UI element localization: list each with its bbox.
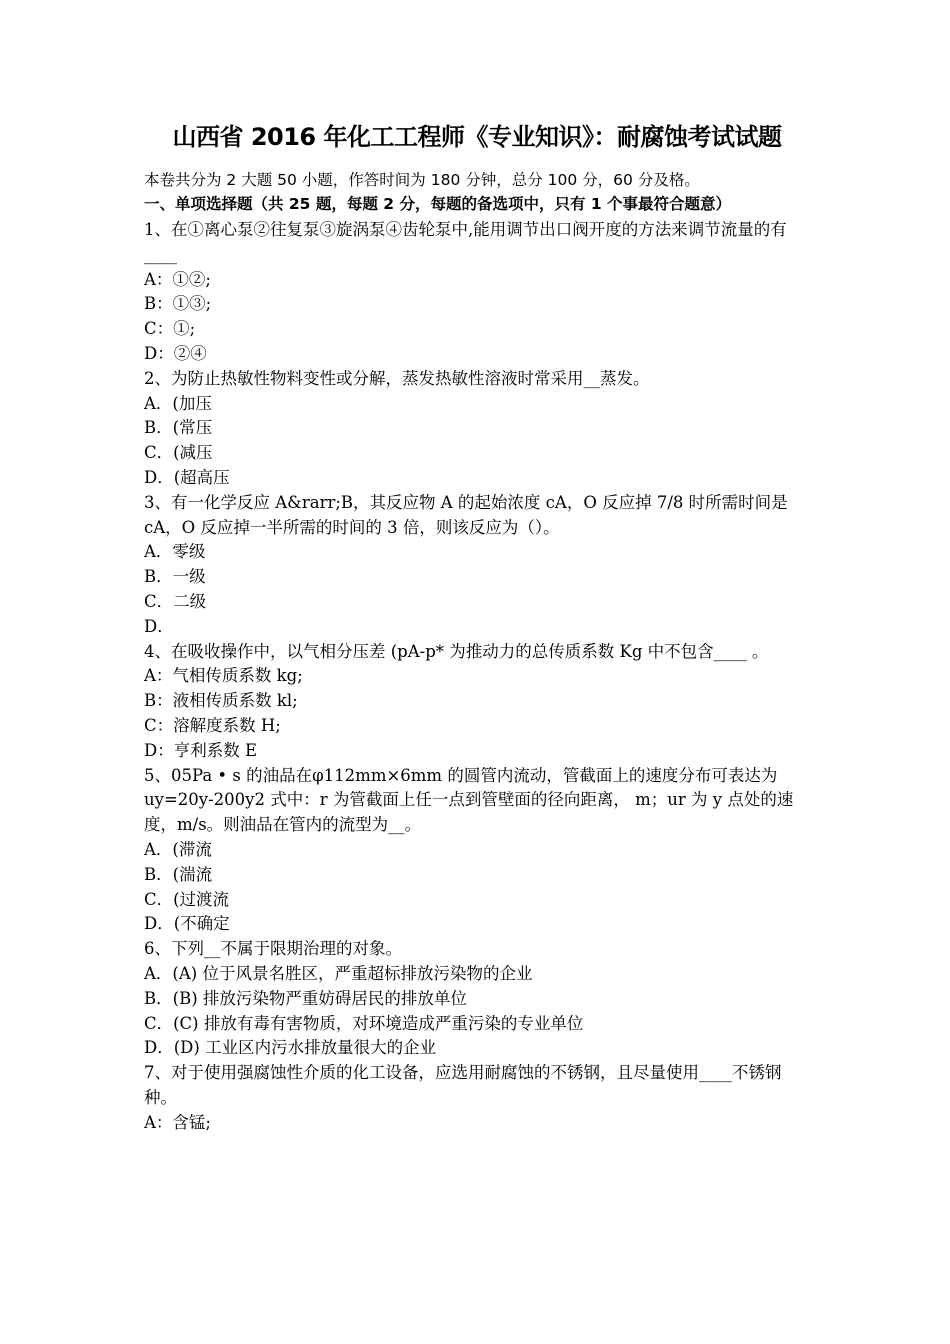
option-c: C：溶解度系数 H;: [144, 715, 281, 735]
question-text: 4、在吸收操作中，以气相分压差 (pA-p* 为推动力的总传质系数 Kg 中不包含____ 。: [144, 641, 769, 661]
option-a: A．零级: [144, 542, 206, 562]
question-block: [144, 640, 810, 764]
document-title: 山西省 2016 年化工工程师《专业知识》：耐腐蚀考试试题: [172, 123, 782, 151]
question-block: [144, 764, 810, 938]
option-a: A：①②;: [144, 269, 211, 289]
option-b: B：液相传质系数 kl;: [144, 691, 298, 711]
question-text: 5、05Pa • s 的油品在φ112mm×6mm 的圆管内流动，管截面上的速度分布可表达为 uy=20y-200y2 式中：r 为管截面上任一点到管壁面的径向距离， m；ur 为 y 点处的速度，m/s。则油品在管内的流型为__。: [144, 765, 794, 835]
question-block: [144, 491, 810, 640]
section-heading: 一、单项选择题（共 25 题，每题 2 分，每题的备选项中，只有 1 个事最符合题意）: [144, 195, 732, 213]
option-c: C．(C) 排放有毒有害物质，对环境造成严重污染的专业单位: [144, 1013, 584, 1033]
option-d: D．: [144, 616, 174, 636]
question-text: 1、在①离心泵②往复泵③旋涡泵④齿轮泵中,能用调节出口阀开度的方法来调节流量的有____: [144, 220, 787, 264]
question-block: [144, 367, 810, 491]
question-text: 3、有一化学反应 A&rarr;B，其反应物 A 的起始浓度 cA，O 反应掉 7/8 时所需时间是 cA，O 反应掉一半所需的时间的 3 倍，则该反应为（）。: [144, 492, 788, 537]
option-b: B．一级: [144, 567, 206, 587]
question-block: [144, 1061, 810, 1135]
option-d: D．(不确定: [144, 914, 230, 934]
option-b: B．(B) 排放污染物严重妨碍居民的排放单位: [144, 988, 467, 1008]
exam-intro: 本卷共分为 2 大题 50 小题，作答时间为 180 分钟，总分 100 分，60 分及格。: [144, 171, 700, 189]
option-a: A．(滞流: [144, 839, 212, 859]
option-d: D：②④: [144, 343, 207, 363]
option-b: B：①③;: [144, 294, 212, 314]
option-a: A．(加压: [144, 393, 212, 413]
option-c: C．(过渡流: [144, 889, 230, 909]
option-b: B．(常压: [144, 418, 213, 438]
option-a: A．(A) 位于风景名胜区，严重超标排放污染物的企业: [144, 963, 533, 983]
option-a: A：含锰;: [144, 1112, 211, 1132]
option-c: C：①;: [144, 319, 196, 339]
option-d: D：亨利系数 E: [144, 740, 258, 760]
option-d: D．(D) 工业区内污水排放量很大的企业: [144, 1038, 437, 1058]
option-d: D．(超高压: [144, 467, 230, 487]
option-b: B．(湍流: [144, 864, 213, 884]
option-c: C．二级: [144, 591, 207, 611]
question-text: 6、下列__不属于限期治理的对象。: [144, 939, 402, 959]
question-block: [144, 937, 810, 1061]
option-a: A：气相传质系数 kg;: [144, 666, 303, 686]
option-c: C．(减压: [144, 443, 213, 463]
question-block: [144, 218, 810, 367]
question-text: 2、为防止热敏性物料变性或分解，蒸发热敏性溶液时常采用__蒸发。: [144, 368, 650, 388]
question-text: 7、对于使用强腐蚀性介质的化工设备，应选用耐腐蚀的不锈钢，且尽量使用____不锈钢种。: [144, 1063, 782, 1107]
